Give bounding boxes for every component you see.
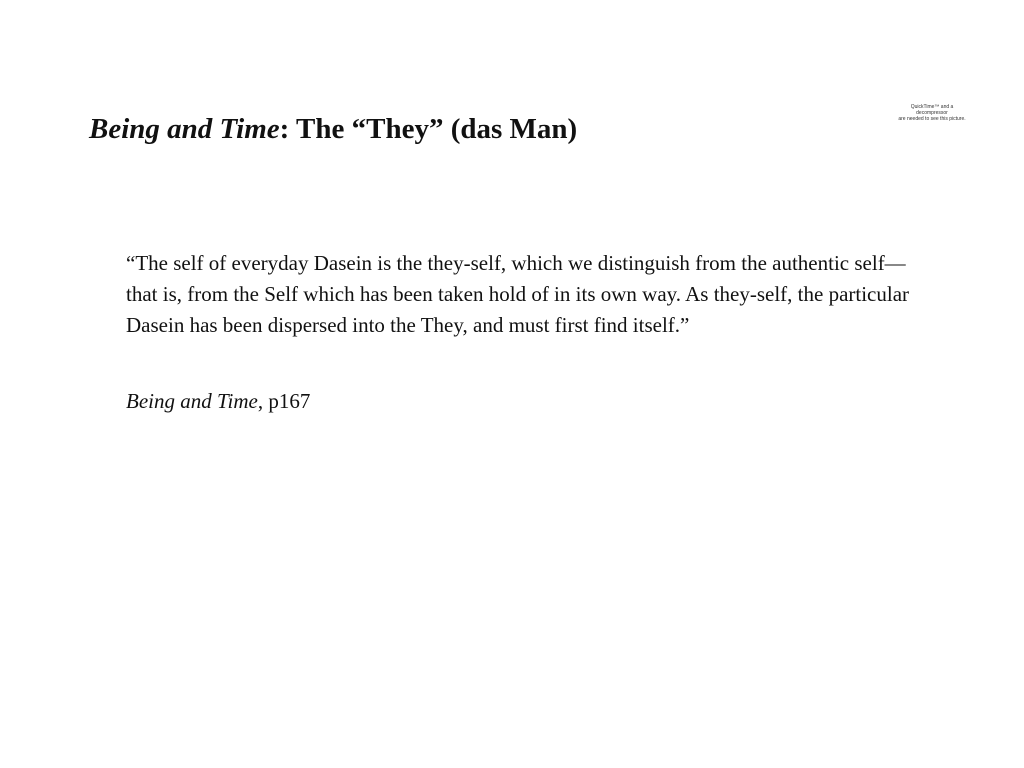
citation-work: Being and Time: [126, 389, 258, 413]
quote-text: “The self of everyday Dasein is the they-self, which we distinguish from the authentic self—that is, from the Self which has been taken hold of in its own way. As they-self, the particular Dasein has been dispersed into the They, and must first find itself.”: [126, 251, 910, 337]
citation-page: , p167: [257, 389, 311, 413]
slide-title: [89, 112, 577, 147]
quicktime-line-1: QuickTime™ and a: [910, 104, 954, 110]
quicktime-line-2: decompressor: [916, 110, 948, 116]
quicktime-placeholder: [893, 104, 971, 122]
title-subject: : The “They” (das Man): [279, 113, 578, 145]
title-work-name: Being and Time: [89, 113, 280, 145]
citation: [126, 386, 310, 416]
quicktime-line-3: are needed to see this picture.: [898, 116, 966, 122]
